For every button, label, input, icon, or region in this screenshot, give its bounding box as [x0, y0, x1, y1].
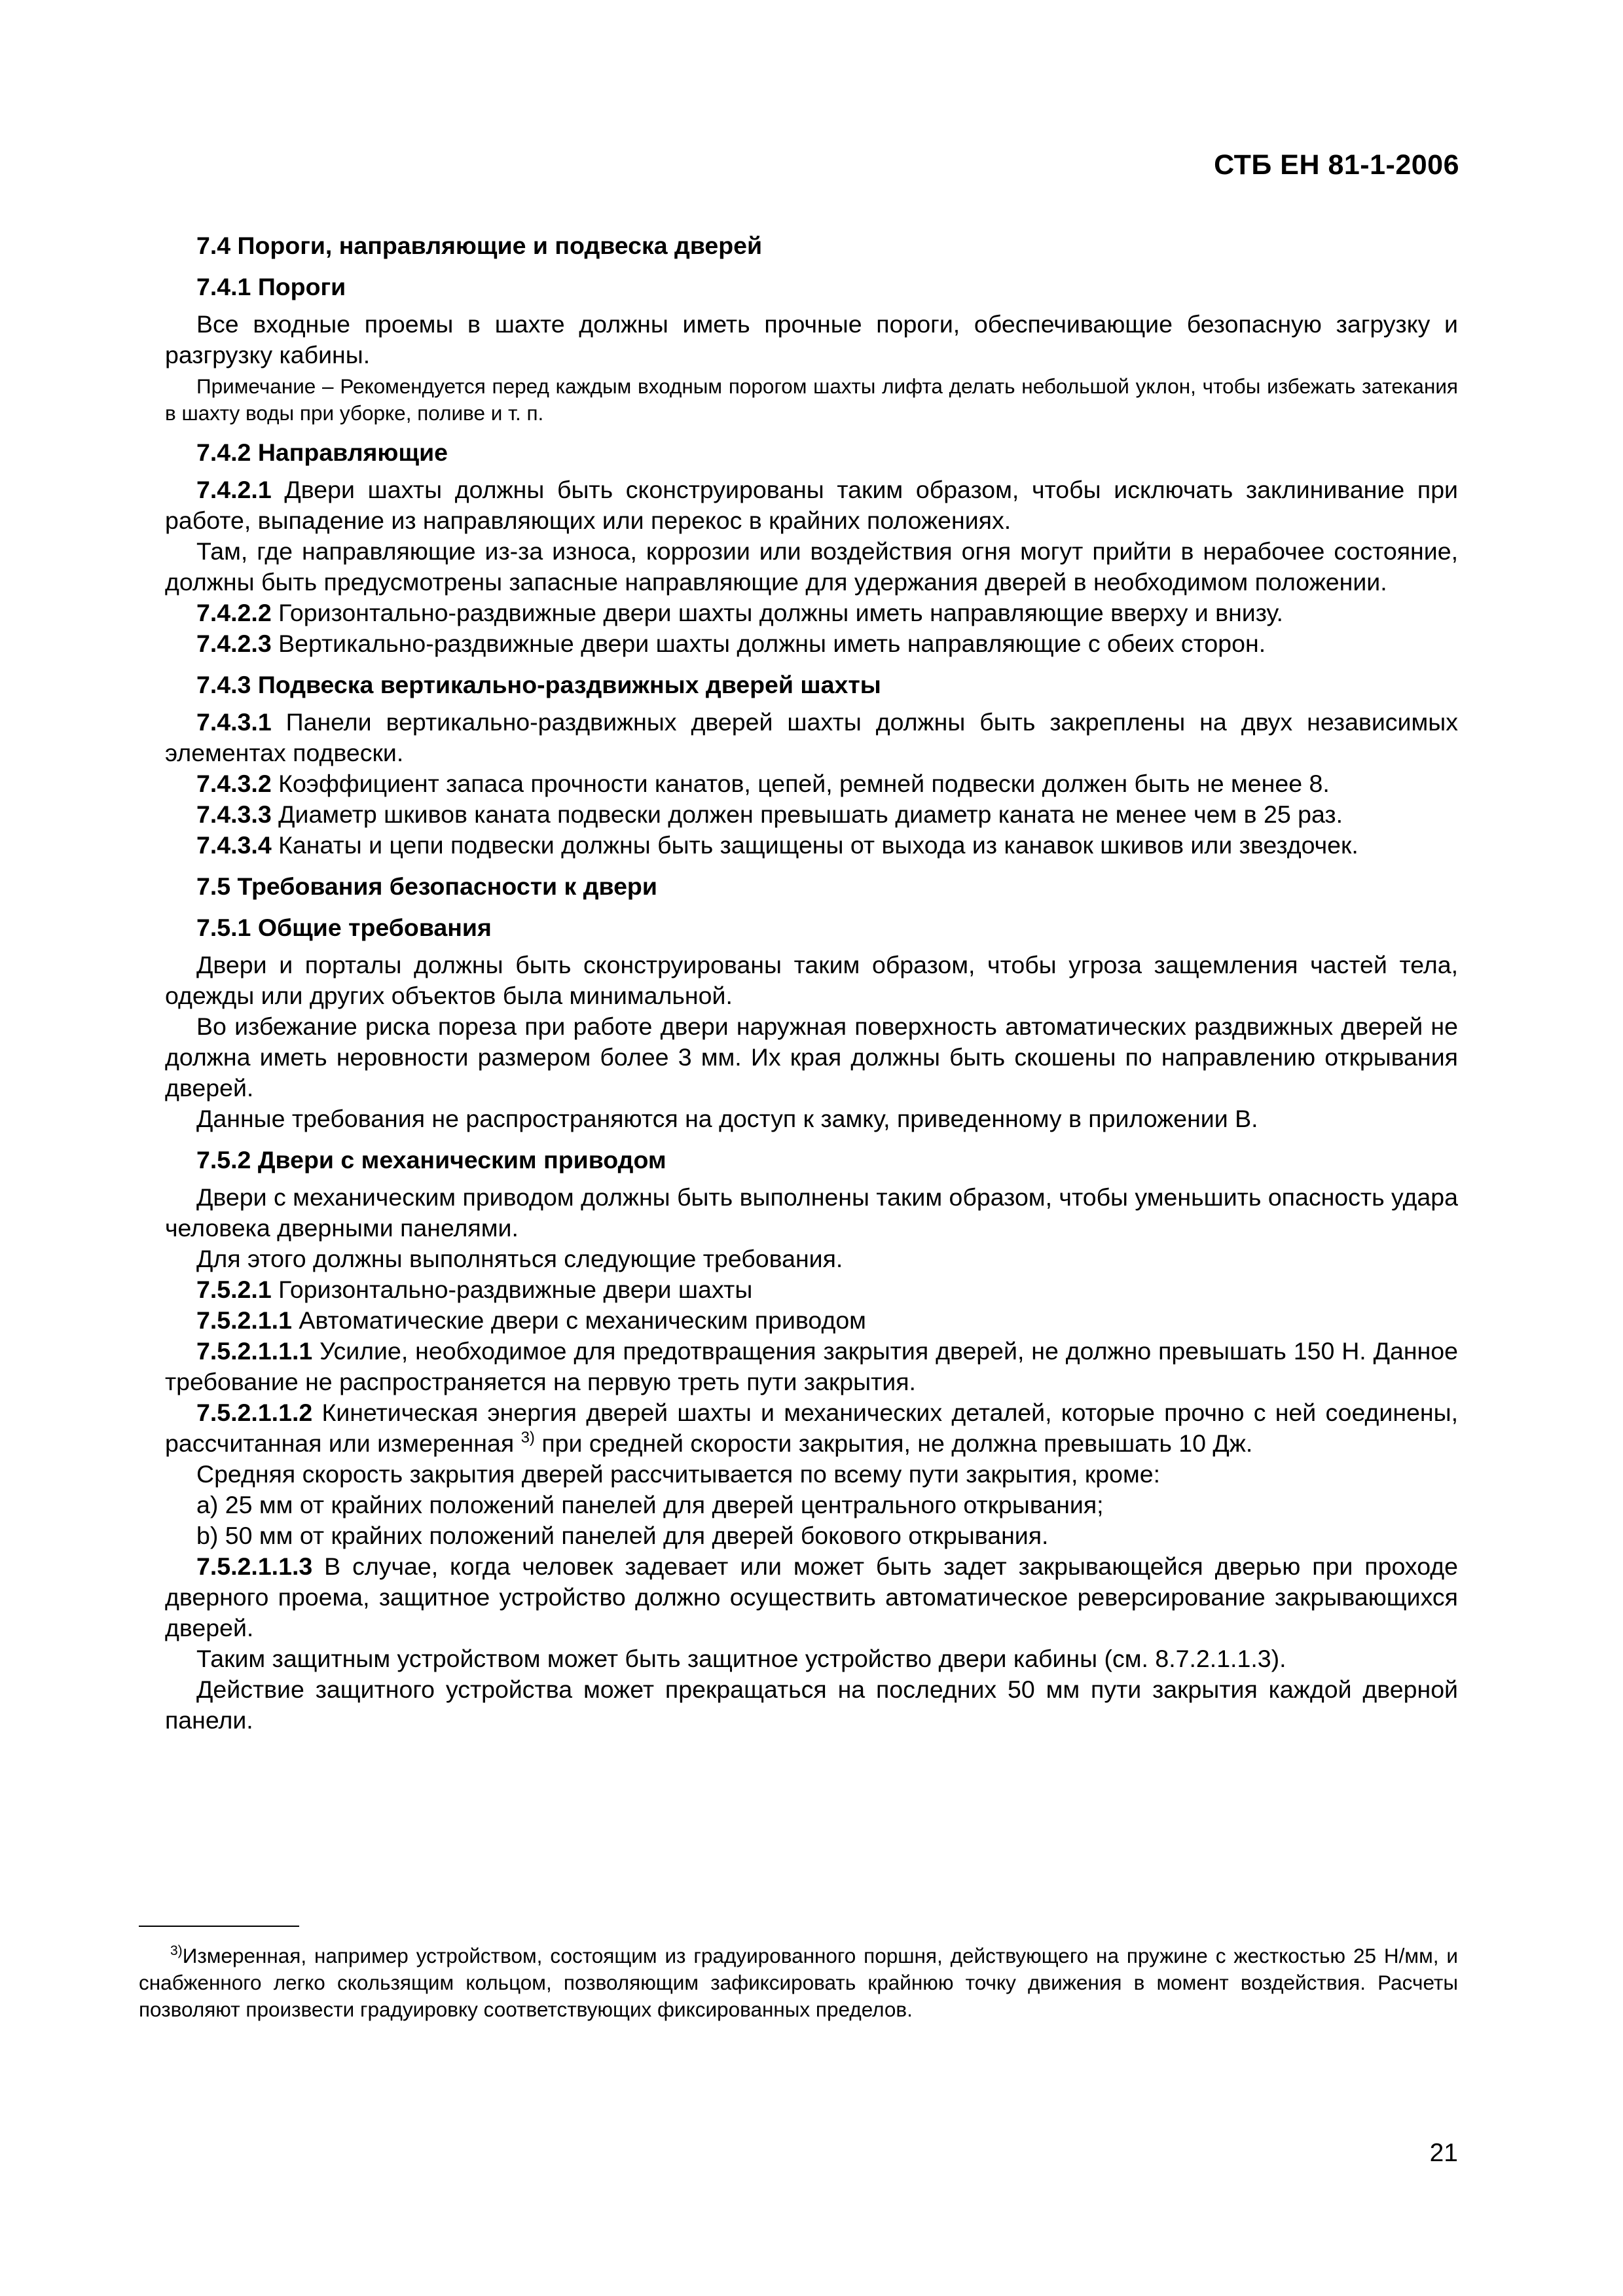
clause-number: 7.4.2.2: [196, 599, 272, 626]
paragraph: Двери с механическим приводом должны быть выполнены таким образом, чтобы уменьшить опасность удара человека дверными панелями.: [165, 1183, 1458, 1242]
clause-number: 7.5.2.1.1.2: [196, 1399, 313, 1426]
paragraph: Для этого должны выполняться следующие требования.: [196, 1245, 843, 1272]
footnote-reference[interactable]: 3): [520, 1429, 535, 1446]
clause-number: 7.5.2.1.1.3: [196, 1552, 313, 1580]
clause-7-4-3-1: [165, 707, 1458, 768]
page-number: 21: [1429, 2139, 1458, 2167]
clause-7-5-2-1-1-2: [165, 1397, 1458, 1459]
paragraph: Там, где направляющие из-за износа, коррозии или воздействия огня могут прийти в нерабочее состояние, должны быть предусмотрены запасные направляющие для удержания дверей в необходимом положении.: [165, 537, 1458, 596]
clause-text: Двери шахты должны быть сконструированы таким образом, чтобы исключать заклинивание при работе, выпадение из направляющих или перекос в крайних положениях.: [165, 476, 1458, 534]
clause-7-4-3-2: [165, 768, 1458, 799]
list-item-b: b) 50 мм от крайних положений панелей для дверей бокового открывания.: [196, 1522, 1049, 1549]
paragraph: Таким защитным устройством может быть защитное устройство двери кабины (см. 8.7.2.1.1.3).: [196, 1645, 1286, 1672]
clause-number: 7.5.2.1.1: [196, 1306, 292, 1334]
footnote-text: Измеренная, например устройством, состоящим из градуированного поршня, действующего на пружине с жесткостью 25 Н/мм, и снабженного легко скользящим кольцом, позволяющим зафиксировать крайнюю точку движения в момент воздействия. Расчеты позволяют произвести градуировку соответствующих фиксированных пределов.: [139, 1944, 1458, 2021]
clause-number: 7.4.3.4: [196, 831, 272, 859]
note: Примечание – Рекомендуется перед каждым входным порогом шахты лифта делать небольшой уклон, чтобы избежать затекания в шахту воды при уборке, поливе и т. п.: [165, 374, 1458, 425]
clause-7-5-2-1: [165, 1274, 1458, 1305]
footnote-mark: 3): [170, 1943, 183, 1958]
clause-number: 7.4.2.1: [196, 476, 272, 503]
document-code: СТБ ЕН 81-1-2006: [1214, 149, 1459, 181]
clause-number: 7.4.3.2: [196, 770, 272, 797]
clause-number: 7.4.3.1: [196, 708, 272, 736]
clause-text: Горизонтально-раздвижные двери шахты должны иметь направляющие вверху и внизу.: [278, 599, 1283, 626]
section-7-4-1-title: 7.4.1 Пороги: [196, 273, 346, 300]
section-7-4-title: 7.4 Пороги, направляющие и подвеска дверей: [196, 232, 763, 259]
paragraph: Данные требования не распространяются на доступ к замку, приведенному в приложении В.: [196, 1105, 1258, 1132]
clause-text: Усилие, необходимое для предотвращения закрытия дверей, не должно превышать 150 Н. Данное требование не распространяется на первую треть пути закрытия.: [165, 1337, 1459, 1395]
section-7-4-3-title: 7.4.3 Подвеска вертикально-раздвижных дверей шахты: [196, 671, 881, 698]
clause-number: 7.5.2.1: [196, 1276, 272, 1303]
section-7-5-title: 7.5 Требования безопасности к двери: [196, 872, 657, 900]
clause-number: 7.4.3.3: [196, 800, 272, 828]
clause-text: Коэффициент запаса прочности канатов, цепей, ремней подвески должен быть не менее 8.: [278, 770, 1330, 797]
clause-text: Горизонтально-раздвижные двери шахты: [278, 1276, 753, 1303]
clause-number: 7.4.2.3: [196, 630, 272, 657]
clause-text: Панели вертикально-раздвижных дверей шахты должны быть закреплены на двух независимых элементах подвески.: [165, 708, 1458, 766]
paragraph: Действие защитного устройства может прекращаться на последних 50 мм пути закрытия каждой дверной панели.: [165, 1676, 1458, 1734]
clause-7-5-2-1-1-3: [165, 1551, 1458, 1643]
clause-text: Автоматические двери с механическим приводом: [299, 1306, 866, 1334]
clause-7-4-3-4: [165, 830, 1458, 861]
clause-number: 7.5.2.1.1.1: [196, 1337, 313, 1365]
paragraph: Во избежание риска пореза при работе двери наружная поверхность автоматических раздвижных дверей не должна иметь неровности размером более 3 мм. Их края должны быть скошены по направлению открывания дверей.: [165, 1013, 1458, 1102]
clause-7-4-2-2: [165, 598, 1458, 628]
clause-7-4-3-3: [165, 799, 1458, 830]
section-7-5-2-title: 7.5.2 Двери с механическим приводом: [196, 1146, 666, 1174]
clause-text: Диаметр шкивов каната подвески должен превышать диаметр каната не менее чем в 25 раз.: [278, 800, 1343, 828]
clause-7-5-2-1-1: [165, 1305, 1458, 1336]
clause-text: Кинетическая энергия дверей шахты и механических деталей, которые прочно с ней соединены, рассчитанная или измеренная: [165, 1399, 1458, 1457]
footnote: [139, 1943, 1458, 2023]
section-7-4-2-title: 7.4.2 Направляющие: [196, 439, 448, 466]
list-item-a: a) 25 мм от крайних положений панелей для дверей центрального открывания;: [196, 1491, 1104, 1518]
section-7-5-1-title: 7.5.1 Общие требования: [196, 914, 492, 941]
clause-text: Канаты и цепи подвески должны быть защищены от выхода из канавок шкивов или звездочек.: [278, 831, 1359, 859]
clause-7-4-2-1: [165, 475, 1458, 536]
clause-text-continued: при средней скорости закрытия, не должна превышать 10 Дж.: [541, 1429, 1253, 1457]
paragraph: Все входные проемы в шахте должны иметь прочные пороги, обеспечивающие безопасную загрузку и разгрузку кабины.: [165, 310, 1458, 368]
footnote-separator: [139, 1926, 299, 1927]
clause-text: В случае, когда человек задевает или может быть задет закрывающейся дверью при проходе дверного проема, защитное устройство должно осуществить автоматическое реверсирование закрывающихся дверей.: [165, 1552, 1458, 1641]
paragraph: Двери и порталы должны быть сконструированы таким образом, чтобы угроза защемления частей тела, одежды или других объектов была минимальной.: [165, 951, 1458, 1009]
paragraph: Средняя скорость закрытия дверей рассчитывается по всему пути закрытия, кроме:: [196, 1460, 1161, 1488]
clause-7-5-2-1-1-1: [165, 1336, 1458, 1397]
clause-7-4-2-3: [165, 628, 1458, 659]
clause-text: Вертикально-раздвижные двери шахты должны иметь направляющие с обеих сторон.: [278, 630, 1266, 657]
document-body: [165, 230, 1458, 1736]
